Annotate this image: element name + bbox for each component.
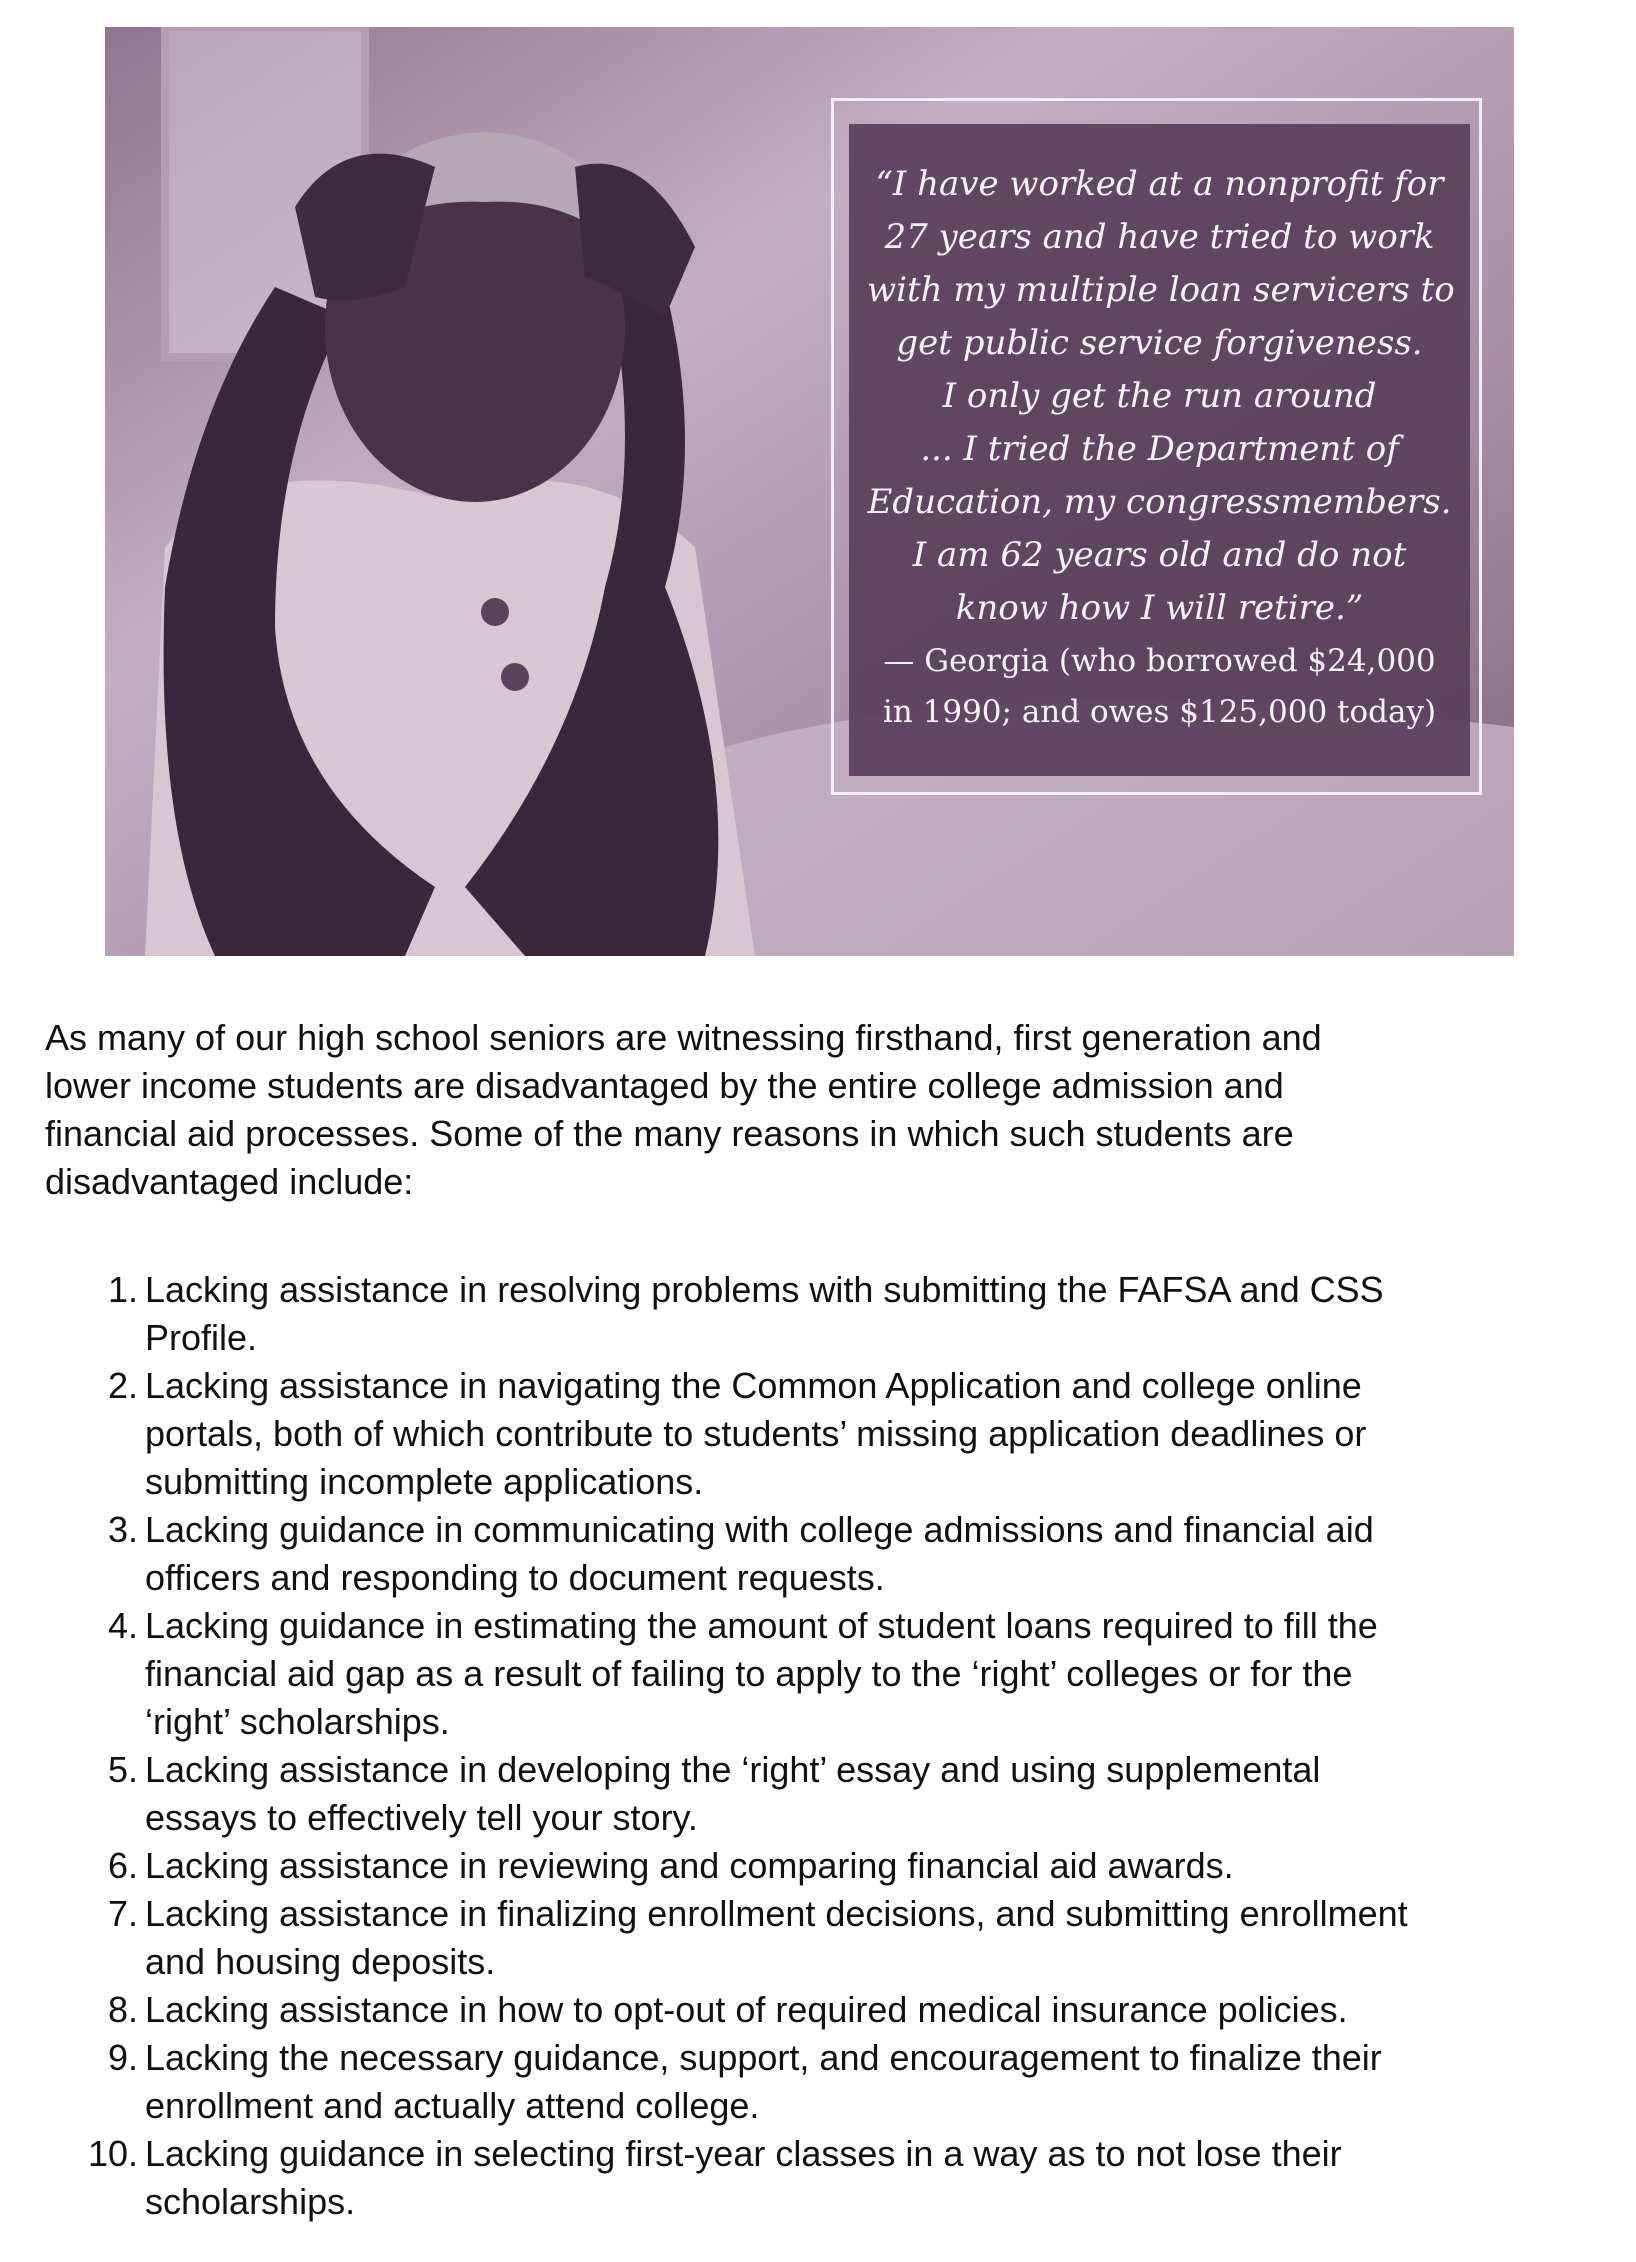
quote-line: with my multiple loan servicers to xyxy=(867,270,1455,310)
quote-line: know how I will retire.” xyxy=(955,588,1364,628)
list-number: 6. xyxy=(107,1845,138,1886)
list-text xyxy=(145,1842,1636,1890)
list-text xyxy=(145,2034,1636,2130)
list-line: ‘right’ scholarships. xyxy=(145,1701,450,1742)
list-line: officers and responding to document requests. xyxy=(145,1557,885,1598)
intro-paragraph xyxy=(45,1014,1545,1206)
list-number: 3. xyxy=(107,1509,138,1550)
quote-line: Education, my congressmembers. xyxy=(867,482,1452,522)
list-line: scholarships. xyxy=(145,2181,356,2222)
list-number: 10. xyxy=(87,2133,138,2174)
list-number: 1. xyxy=(107,1269,138,1310)
list-text xyxy=(145,1602,1636,1746)
list-number: 7. xyxy=(107,1893,138,1934)
list-line: Lacking guidance in communicating with college admissions and financial aid xyxy=(145,1509,1374,1550)
list-line: Lacking guidance in estimating the amount of student loans required to fill the xyxy=(145,1605,1378,1646)
attribution-line: — Georgia (who borrowed $24,000 xyxy=(883,643,1436,679)
list-text xyxy=(145,1506,1636,1602)
list-text xyxy=(145,1746,1636,1842)
quote-line: 27 years and have tried to work xyxy=(884,217,1435,257)
list-line: financial aid gap as a result of failing to apply to the ‘right’ colleges or for the xyxy=(145,1653,1353,1694)
intro-line: lower income students are disadvantaged by the entire college admission and xyxy=(45,1065,1284,1106)
list-number: 5. xyxy=(107,1749,138,1790)
list-text xyxy=(145,2130,1636,2226)
list-item xyxy=(0,1362,1636,1506)
list-number: 2. xyxy=(107,1365,138,1406)
list-line: Lacking assistance in resolving problems with submitting the FAFSA and CSS xyxy=(145,1269,1384,1310)
list-line: Lacking assistance in developing the ‘right’ essay and using supplemental xyxy=(145,1749,1321,1790)
list-number: 4. xyxy=(107,1605,138,1646)
list-number: 9. xyxy=(107,2037,138,2078)
list-item xyxy=(0,1602,1636,1746)
list-line: Lacking assistance in finalizing enrollment decisions, and submitting enrollment xyxy=(145,1893,1408,1934)
quote-line: I am 62 years old and do not xyxy=(912,535,1407,575)
list-item xyxy=(0,1890,1636,1986)
list-number: 8. xyxy=(107,1989,138,2030)
list-text xyxy=(145,1986,1636,2034)
list-item xyxy=(0,1266,1636,1362)
list-text xyxy=(145,1890,1636,1986)
list-line: Lacking assistance in reviewing and comparing financial aid awards. xyxy=(145,1845,1234,1886)
list-item xyxy=(0,2034,1636,2130)
list-line: enrollment and actually attend college. xyxy=(145,2085,760,2126)
quote-line: “I have worked at a nonprofit for xyxy=(875,164,1444,204)
list-text xyxy=(145,1362,1636,1506)
list-line: submitting incomplete applications. xyxy=(145,1461,704,1502)
list-line: Lacking assistance in how to opt-out of required medical insurance policies. xyxy=(145,1989,1348,2030)
quote-line: I only get the run around xyxy=(942,376,1377,416)
list-item xyxy=(0,1506,1636,1602)
list-line: Profile. xyxy=(145,1317,258,1358)
list-line: Lacking guidance in selecting first-year classes in a way as to not lose their xyxy=(145,2133,1342,2174)
list-item xyxy=(0,1746,1636,1842)
intro-line: financial aid processes. Some of the many reasons in which such students are xyxy=(45,1113,1294,1154)
list-line: and housing deposits. xyxy=(145,1941,496,1982)
list-item xyxy=(0,2130,1636,2226)
list-line: Lacking assistance in navigating the Common Application and college online xyxy=(145,1365,1362,1406)
intro-line: As many of our high school seniors are witnessing firsthand, first generation and xyxy=(45,1017,1322,1058)
quote-line: ... I tried the Department of xyxy=(920,429,1399,469)
list-line: essays to effectively tell your story. xyxy=(145,1797,698,1838)
list-line: Lacking the necessary guidance, support, and encouragement to finalize their xyxy=(145,2037,1382,2078)
list-item xyxy=(0,1842,1636,1890)
quote-line: get public service forgiveness. xyxy=(896,323,1423,363)
quote-text xyxy=(867,158,1455,635)
intro-line: disadvantaged include: xyxy=(45,1161,414,1202)
reasons-list xyxy=(0,1266,1636,2226)
list-line: portals, both of which contribute to students’ missing application deadlines or xyxy=(145,1413,1367,1454)
attribution-line: in 1990; and owes $125,000 today) xyxy=(882,694,1437,730)
quote-attribution xyxy=(867,636,1452,738)
list-item xyxy=(0,1986,1636,2034)
list-text xyxy=(145,1266,1636,1362)
